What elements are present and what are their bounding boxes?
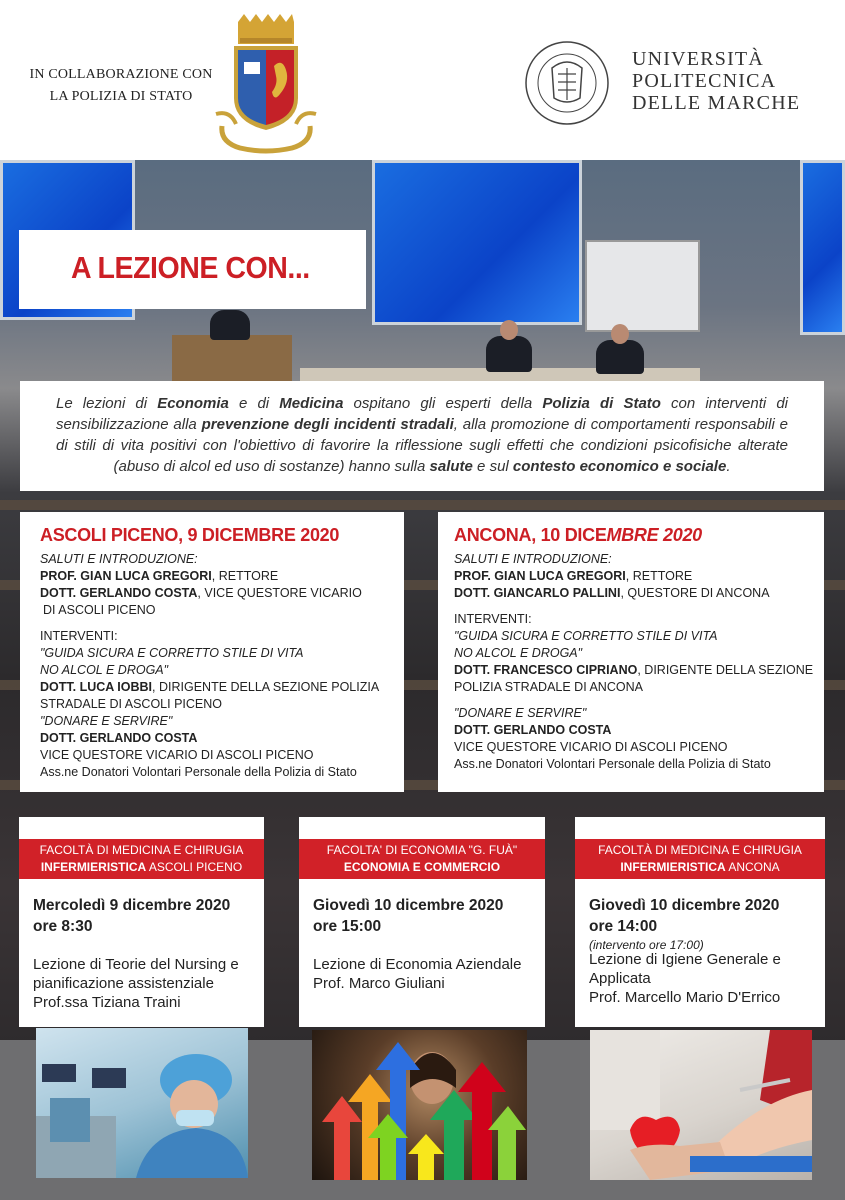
greeting-line <box>454 568 816 585</box>
talk-title: "GUIDA SICURA E CORRETTO STILE DI VITA <box>454 629 718 643</box>
card-datetime <box>33 895 230 937</box>
card-lesson-info <box>313 955 521 993</box>
event-title <box>454 523 816 547</box>
card-lesson-info <box>589 950 781 1007</box>
collaboration-label <box>28 64 214 108</box>
lesson-time: ore 15:00 <box>313 918 382 935</box>
lesson-line: pianificazione assistenziale <box>33 975 214 992</box>
talk-speaker-line <box>40 679 394 696</box>
intro-text: e sul <box>472 458 513 475</box>
speaker-name: DOTT. GERLANDO COSTA <box>40 586 198 600</box>
event-title-part: MBRE 2020 <box>606 525 702 545</box>
intro-keyword: Polizia di Stato <box>542 395 661 412</box>
speaker-role: , DIRIGENTE DELLA SEZIONE POLIZIA <box>152 680 380 694</box>
event-title-part: ANCONA, 10 DICE <box>454 525 607 545</box>
intro-keyword: salute <box>429 458 473 475</box>
growth-arrows-illustration <box>312 1030 527 1180</box>
talk-title: NO ALCOL E DROGA" <box>454 646 583 660</box>
intro-keyword: prevenzione degli incidenti stradali <box>201 416 454 433</box>
lesson-date: Giovedì 10 dicembre 2020 <box>589 897 780 914</box>
lesson-line: Lezione di Teorie del Nursing e <box>33 956 239 973</box>
lesson-line: Applicata <box>589 970 651 987</box>
projector-screen-right <box>800 160 845 335</box>
intro-text: e di <box>228 395 280 412</box>
talk-title: "GUIDA SICURA E CORRETTO STILE DI VITA <box>40 646 304 660</box>
course-name-bold: INFERMIERISTICA <box>40 860 147 874</box>
event-title: ASCOLI PICENO, 9 DICEMBRE 2020 <box>40 525 340 545</box>
speaker-role: , RETTORE <box>625 569 693 583</box>
polizia-crest-icon <box>210 14 322 154</box>
page-title: A LEZIONE CON... <box>71 250 310 285</box>
greeting-line <box>40 585 394 602</box>
talks-label: INTERVENTI: <box>454 612 532 626</box>
title-box <box>19 230 366 309</box>
speaker-role: , QUESTORE DI ANCONA <box>620 586 770 600</box>
speaker-name: DOTT. GERLANDO COSTA <box>40 731 198 745</box>
greeting-line <box>40 568 394 585</box>
blood-donation-photo <box>590 1030 812 1180</box>
intro-keyword: contesto economico e sociale <box>512 458 727 475</box>
speaker-name: PROF. GIAN LUCA GREGORI <box>40 569 212 583</box>
intro-keyword: Medicina <box>279 395 344 412</box>
speaker-role: , RETTORE <box>211 569 279 583</box>
projector-screen-center <box>372 160 582 325</box>
speaker-figure <box>596 340 644 374</box>
greetings-label: SALUTI E INTRODUZIONE: <box>40 552 198 566</box>
speaker-role: VICE QUESTORE VICARIO DI ASCOLI PICENO <box>40 748 314 762</box>
lesson-time: ore 14:00 <box>589 918 658 935</box>
intro-text: Le lezioni di <box>56 395 158 412</box>
faculty-name: FACOLTA' DI ECONOMIA "G. FUÀ" <box>326 843 518 857</box>
talk-speaker-line <box>454 662 816 679</box>
speaker-name: DOTT. FRANCESCO CIPRIANO <box>454 663 638 677</box>
lesson-date: Giovedì 10 dicembre 2020 <box>313 897 504 914</box>
faculty-name: FACOLTÀ DI MEDICINA E CHIRUGIA <box>598 843 802 857</box>
course-name <box>575 859 825 876</box>
header <box>0 0 845 160</box>
talks-label: INTERVENTI: <box>40 629 118 643</box>
whiteboard <box>585 240 700 332</box>
greetings-label: SALUTI E INTRODUZIONE: <box>454 552 612 566</box>
card-lesson-info <box>33 955 239 1012</box>
intro-text: , alla promozione di comportamenti responsabili e di stili di vita positivi con l'obiettivo di favorire la riflessione sugli effetti che condizioni psicofisiche alterate (abuso di alcol ed uso di sostanze) hanno sulla <box>56 416 789 475</box>
course-card-nursing-ancona <box>575 817 825 1027</box>
university-name <box>632 48 800 114</box>
speaker-name: DOTT. LUCA IOBBI <box>40 680 153 694</box>
card-faculty-banner <box>19 839 264 879</box>
event-ancona <box>438 512 824 792</box>
course-name-bold: ECONOMIA E COMMERCIO <box>343 860 501 874</box>
card-datetime <box>589 895 779 953</box>
collab-line-2: LA POLIZIA DI STATO <box>49 89 193 104</box>
course-location: ANCONA <box>725 860 780 874</box>
blood-donation-illustration <box>590 1030 812 1180</box>
universita-seal-icon <box>524 40 610 126</box>
association-name: Ass.ne Donatori Volontari Personale della Polizia di Stato <box>454 757 771 771</box>
card-faculty-banner <box>575 839 825 879</box>
speaker-figure <box>486 336 532 372</box>
course-card-nursing-ascoli <box>19 817 264 1027</box>
lesson-date: Mercoledì 9 dicembre 2020 <box>33 897 231 914</box>
talk-title: "DONARE E SERVIRE" <box>454 706 587 720</box>
greeting-line <box>454 585 816 602</box>
speaker-role: , DIRIGENTE DELLA SEZIONE <box>637 663 814 677</box>
speaker-role: , VICE QUESTORE VICARIO <box>197 586 362 600</box>
lesson-professor: Prof.ssa Tiziana Traini <box>33 994 181 1011</box>
lesson-professor: Prof. Marcello Mario D'Errico <box>589 989 781 1006</box>
talk-title: "DONARE E SERVIRE" <box>40 714 173 728</box>
audience-figure <box>210 310 250 340</box>
university-line-3: DELLE MARCHE <box>632 92 801 114</box>
course-name <box>19 859 264 876</box>
card-faculty-banner <box>299 839 545 879</box>
speaker-role: VICE QUESTORE VICARIO DI ASCOLI PICENO <box>454 740 728 754</box>
speaker-name: DOTT. GERLANDO COSTA <box>454 723 612 737</box>
intro-text: ospitano gli esperti della <box>343 395 543 412</box>
event-ascoli-piceno <box>20 512 404 792</box>
speaker-head <box>500 320 518 340</box>
association-name: Ass.ne Donatori Volontari Personale della Polizia di Stato <box>40 765 357 779</box>
card-datetime <box>313 895 503 937</box>
lesson-note: (intervento ore 17:00) <box>589 938 704 952</box>
growth-arrows-photo <box>312 1030 527 1180</box>
speaker-role: POLIZIA STRADALE DI ANCONA <box>454 680 643 694</box>
speaker-name: DOTT. GIANCARLO PALLINI <box>454 586 621 600</box>
nurse-illustration <box>36 1028 248 1178</box>
university-line-1: UNIVERSITÀ <box>632 48 764 70</box>
course-location: ASCOLI PICENO <box>146 860 243 874</box>
speaker-role: STRADALE DI ASCOLI PICENO <box>40 697 222 711</box>
lesson-line: Lezione di Economia Aziendale <box>313 956 522 973</box>
intro-text: con interventi di sensibilizzazione alla <box>56 395 788 433</box>
intro-text: . <box>726 458 731 475</box>
course-name <box>299 859 545 876</box>
course-name-bold: INFERMIERISTICA <box>620 860 726 874</box>
lesson-line: Lezione di Igiene Generale e <box>589 951 781 968</box>
speaker-name: PROF. GIAN LUCA GREGORI <box>454 569 626 583</box>
talk-title: NO ALCOL E DROGA" <box>40 663 169 677</box>
desk-row <box>0 500 845 510</box>
lesson-professor: Prof. Marco Giuliani <box>313 975 445 992</box>
nurse-photo <box>36 1028 248 1178</box>
course-card-economia <box>299 817 545 1027</box>
collab-line-1: IN COLLABORAZIONE CON <box>29 67 213 82</box>
speaker-head <box>611 324 629 344</box>
speaker-role: DI ASCOLI PICENO <box>43 603 156 617</box>
intro-paragraph <box>20 381 824 491</box>
university-line-2: POLITECNICA <box>632 70 777 92</box>
faculty-name: FACOLTÀ DI MEDICINA E CHIRUGIA <box>39 843 244 857</box>
intro-keyword: Economia <box>157 395 229 412</box>
lesson-time: ore 8:30 <box>33 918 93 935</box>
